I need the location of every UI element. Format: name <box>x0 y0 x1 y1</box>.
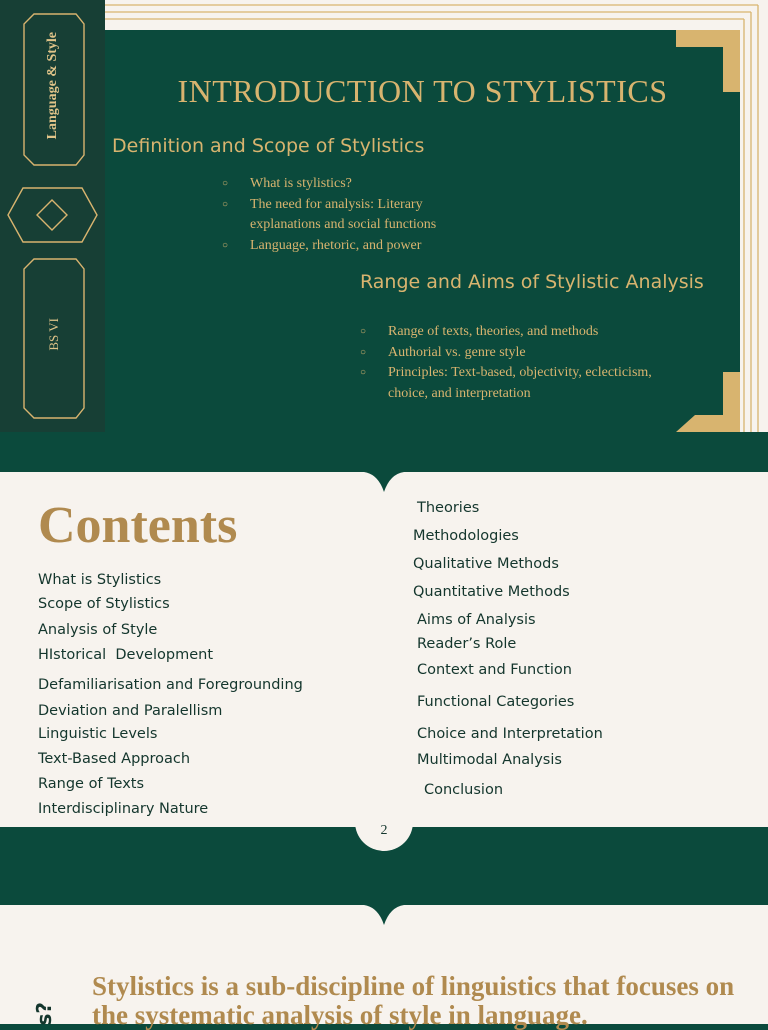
contents-item: Defamiliarisation and Foregrounding <box>38 677 303 693</box>
sidebar-class-label: BS VI <box>46 318 61 351</box>
contents-item: Text-Based Approach <box>38 751 191 767</box>
contents-item: Methodologies <box>413 528 519 544</box>
contents-item: Interdisciplinary Nature <box>38 801 209 817</box>
bullet-item: ○ Language, rhetoric, and power <box>222 236 462 257</box>
page-number: 2 <box>380 823 388 838</box>
definition-bullet-list <box>222 174 462 257</box>
sidebar-course-label: Language & Style <box>45 32 60 140</box>
bullet-item: ○ What is stylistics? <box>222 174 462 195</box>
contents-item: Theories <box>417 500 480 516</box>
contents-item: Qualitative Methods <box>413 556 559 572</box>
bullet-item: ○ Authorial vs. genre style <box>360 343 680 364</box>
contents-item: Conclusion <box>424 782 504 798</box>
contents-item: Choice and Interpretation <box>417 726 603 742</box>
contents-item: Multimodal Analysis <box>417 752 562 768</box>
section-heading-range: Range and Aims of Stylistic Analysis <box>360 271 704 293</box>
bullet-item: ○ Principles: Text-based, objectivity, eclecticism, choice, and interpretation <box>360 363 680 404</box>
notch-top-slide-3 <box>0 895 768 935</box>
contents-item: What is Stylistics <box>38 572 162 588</box>
contents-title: Contents <box>38 497 238 554</box>
side-question-label: s? <box>32 1002 56 1026</box>
contents-item: Reader’s Role <box>417 636 517 652</box>
definition-statement: Stylistics is a sub-discipline of linguistics that focuses on the systematic analysis of style in language. <box>92 971 735 1030</box>
contents-item: Quantitative Methods <box>413 584 570 600</box>
contents-item: HIstorical Development <box>38 647 213 663</box>
contents-item: Range of Texts <box>38 776 145 792</box>
contents-item: Analysis of Style <box>38 622 158 638</box>
slide-title: INTRODUCTION TO STYLISTICS <box>177 73 668 109</box>
bullet-item: ○ The need for analysis: Literary explanations and social functions <box>222 195 462 236</box>
contents-item: Linguistic Levels <box>38 726 158 742</box>
sidebar <box>0 0 105 432</box>
contents-item: Deviation and Paralellism <box>38 703 223 719</box>
range-bullet-list <box>360 322 680 405</box>
slide-1 <box>0 0 768 432</box>
contents-item: Functional Categories <box>417 694 575 710</box>
bullet-item: ○ Range of texts, theories, and methods <box>360 322 680 343</box>
contents-item: Aims of Analysis <box>417 612 536 628</box>
contents-item: Scope of Stylistics <box>38 596 170 612</box>
section-heading-definition: Definition and Scope of Stylistics <box>112 135 425 157</box>
contents-item: Context and Function <box>417 662 572 678</box>
